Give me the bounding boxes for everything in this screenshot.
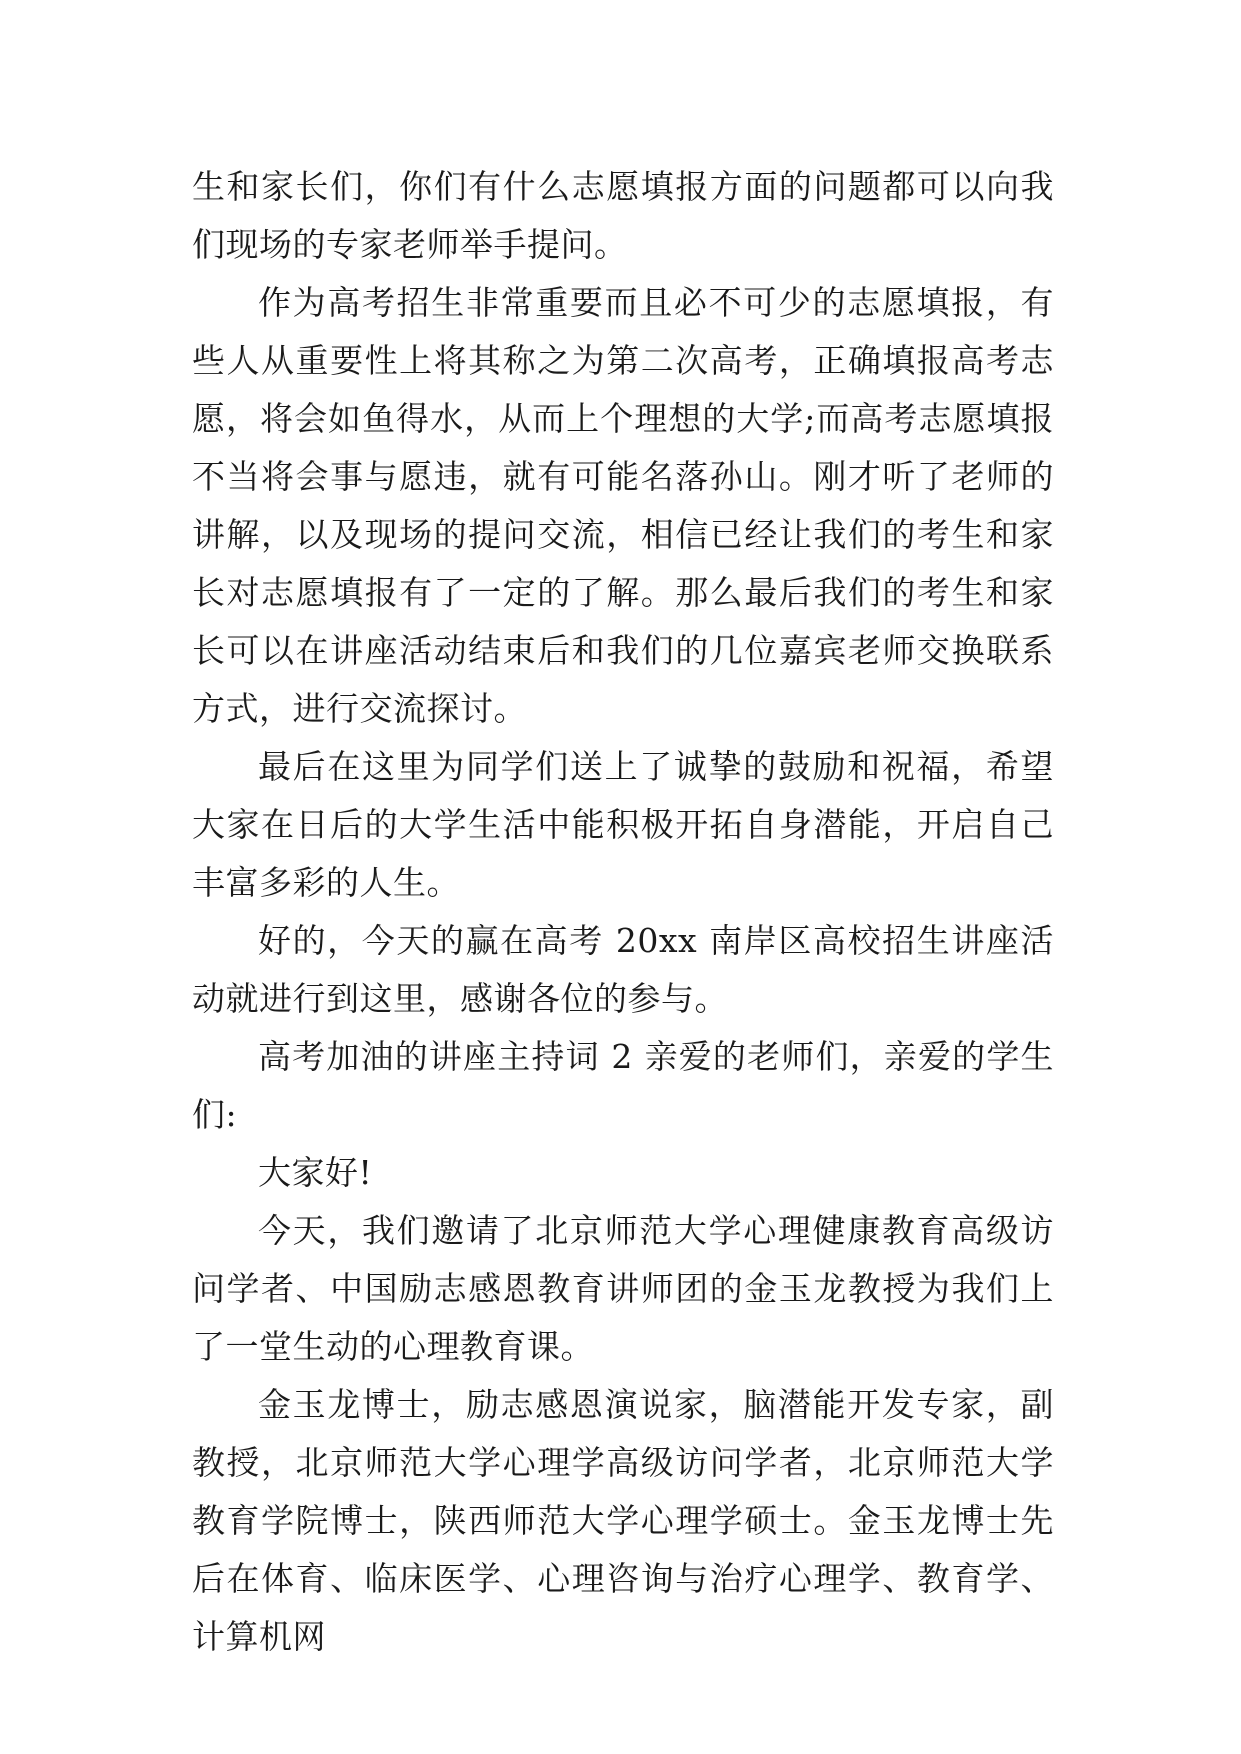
paragraph-continuation: 生和家长们，你们有什么志愿填报方面的问题都可以向我们现场的专家老师举手提问。 [192, 167, 1054, 264]
paragraph-speech-2-title: 高考加油的讲座主持词 2 亲爱的老师们，亲爱的学生们: [192, 1037, 1054, 1134]
body-text [192, 158, 1054, 1666]
paragraph-closing: 好的，今天的赢在高考 20xx 南岸区高校招生讲座活动就进行到这里，感谢各位的参与。 [192, 921, 1054, 1018]
paragraph-invitation: 今天，我们邀请了北京师范大学心理健康教育高级访问学者、中国励志感恩教育讲师团的金玉龙教授为我们上了一堂生动的心理教育课。 [192, 1211, 1054, 1366]
paragraph-blessing: 最后在这里为同学们送上了诚挚的鼓励和祝福，希望大家在日后的大学生活中能积极开拓自身潜能，开启自己丰富多彩的人生。 [192, 747, 1054, 902]
paragraph-volunteer-filling: 作为高考招生非常重要而且必不可少的志愿填报，有些人从重要性上将其称之为第二次高考，正确填报高考志愿，将会如鱼得水，从而上个理想的大学;而高考志愿填报不当将会事与愿违，就有可能名落孙山。刚才听了老师的讲解，以及现场的提问交流，相信已经让我们的考生和家长对志愿填报有了一定的了解。那么最后我们的考生和家长可以在讲座活动结束后和我们的几位嘉宾老师交换联系方式，进行交流探讨。 [192, 283, 1054, 728]
paragraph-speaker-bio: 金玉龙博士，励志感恩演说家，脑潜能开发专家，副教授，北京师范大学心理学高级访问学者，北京师范大学教育学院博士，陕西师范大学心理学硕士。金玉龙博士先后在体育、临床医学、心理咨询与治疗心理学、教育学、计算机网 [192, 1385, 1054, 1656]
paragraph-greeting: 大家好! [258, 1153, 373, 1192]
